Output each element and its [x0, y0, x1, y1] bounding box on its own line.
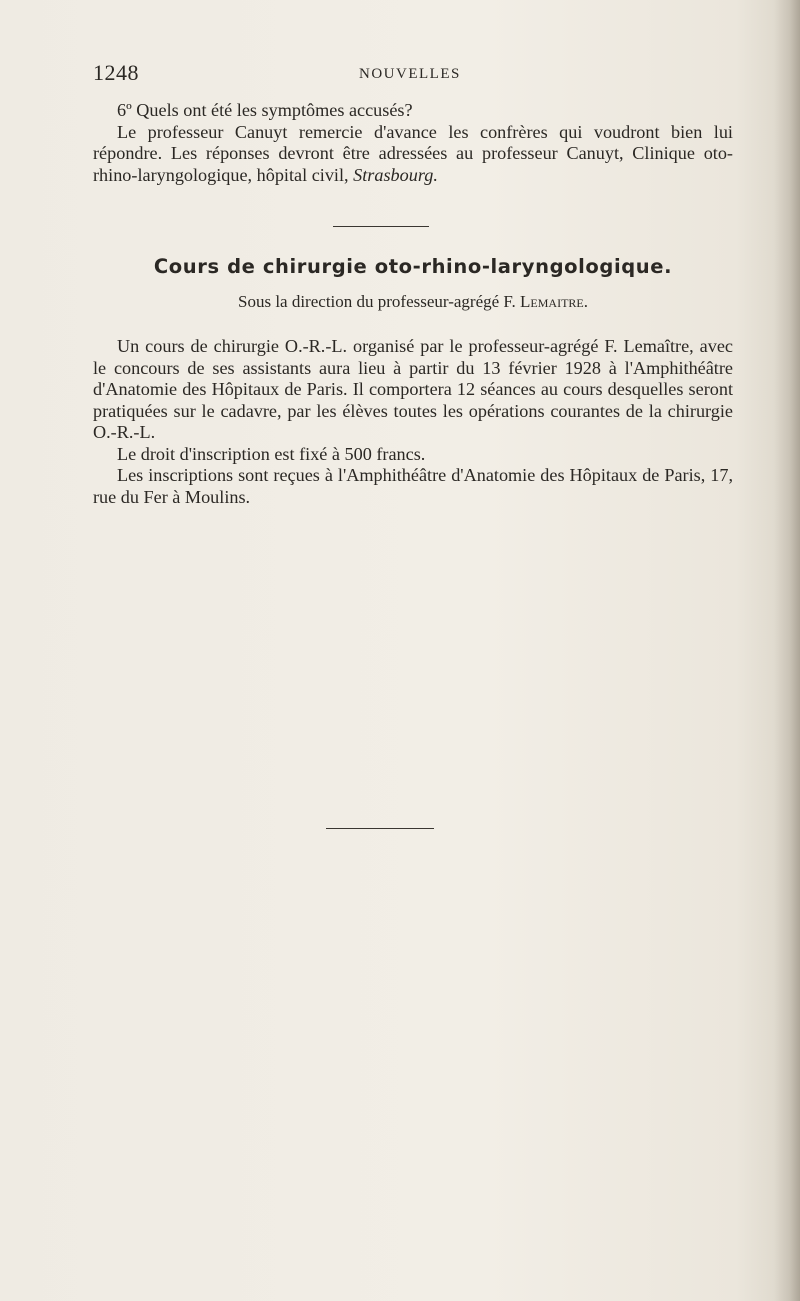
paragraph-registration: Les inscriptions sont reçues à l'Amphithéâtre d'Anatomie des Hôpitaux de Paris, 17, rue du Fer à Moulins.: [93, 465, 733, 507]
page-header: [93, 60, 733, 88]
article-subtitle: [93, 292, 733, 312]
paragraph-fee: Le droit d'inscription est fixé à 500 francs.: [117, 443, 426, 464]
section-separator: [333, 226, 429, 227]
page-number: 1248: [93, 60, 139, 85]
intro-section: [93, 100, 733, 186]
running-head: NOUVELLES: [359, 66, 461, 82]
city-name: Strasbourg.: [353, 164, 438, 185]
subtitle-prefix: Sous la direction du professeur-agrégé F.: [238, 292, 516, 311]
binding-shadow: [774, 0, 800, 1301]
subtitle-name: Lemaitre.: [520, 292, 588, 311]
thanks-paragraph: [93, 122, 733, 187]
article-title: Cours de chirurgie oto-rhino-laryngologique.: [153, 255, 673, 278]
question-6: 6º Quels ont été les symptômes accusés?: [117, 100, 413, 120]
thanks-text: Le professeur Canuyt remercie d'avance les confrères qui voudront bien lui répondre. Les réponses devront être adressées au professeur Canuyt, Clinique oto-rhino-laryngologique, hôpital civil,: [93, 121, 733, 185]
end-rule: [326, 828, 434, 829]
article-body: [93, 336, 733, 508]
paragraph-course: Un cours de chirurgie O.-R.-L. organisé par le professeur-agrégé F. Lemaître, avec le concours de ses assistants aura lieu à partir du 13 février 1928 à l'Amphithéâtre d'Anatomie des Hôpitaux de Paris. Il comportera 12 séances au cours desquelles seront pratiquées sur le cadavre, par les élèves toutes les opérations courantes de la chirurgie O.-R.-L.: [93, 336, 733, 442]
